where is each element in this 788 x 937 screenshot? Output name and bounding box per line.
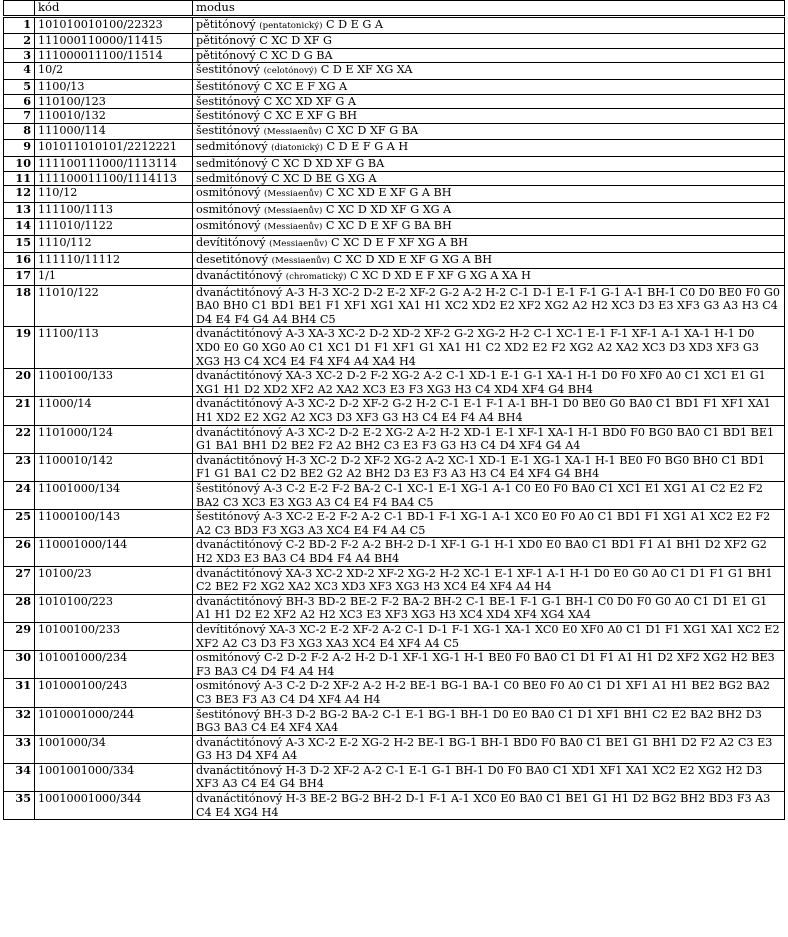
row-mode [193, 219, 785, 236]
mode-name: dvanáctitónový [196, 327, 283, 341]
header-mode: modus [193, 1, 785, 17]
mode-notes: A-3 XC-2 D-2 E-2 XG-2 A-2 H-2 XD-1 E-1 XF-1 XA-1 H-1 BD0 F0 BG0 BA0 C1 BD1 BE1 G1 BA1 BH1 D2 BE2 F2 A2 BH2 C3 E3 F3 G3 H3 C4 D4 XF4 G4 A4 [196, 425, 778, 453]
row-number: 22 [4, 425, 35, 453]
mode-note: (Messiaenův) [269, 238, 328, 249]
row-number: 16 [4, 252, 35, 269]
row-mode [193, 453, 785, 481]
row-mode [193, 763, 785, 791]
mode-notes: C XC D XD XF G XG A [325, 202, 452, 216]
table-row [4, 763, 785, 791]
mode-name: pětitónový [196, 48, 256, 62]
row-number: 35 [4, 792, 35, 820]
row-number: 32 [4, 707, 35, 735]
row-number: 1 [4, 16, 35, 34]
table-row [4, 327, 785, 369]
row-mode [193, 202, 785, 219]
mode-notes: XA-3 XC-2 E-2 XF-2 A-2 C-1 D-1 F-1 XG-1 XA-1 XC0 E0 XF0 A0 C1 D1 F1 XG1 XA1 XC2 E2 XF2 A2 C3 D3 F3 XG3 XA3 XC4 E4 XF4 A4 C5 [196, 622, 784, 650]
row-number: 17 [4, 269, 35, 286]
row-number: 21 [4, 397, 35, 425]
mode-name: osmitónový [196, 651, 261, 665]
mode-name: šestitónový [196, 482, 260, 495]
row-number: 15 [4, 235, 35, 252]
row-number: 4 [4, 63, 35, 80]
table-row [4, 140, 785, 157]
row-number: 24 [4, 482, 35, 510]
row-mode [193, 235, 785, 252]
table-row [4, 156, 785, 171]
mode-notes: A-3 C-2 D-2 XF-2 A-2 H-2 BE-1 BG-1 BA-1 C0 BE0 F0 A0 C1 D1 XF1 A1 H1 BE2 BG2 BA2 C3 BE3 F3 A3 C4 D4 XF4 A4 H4 [196, 679, 774, 706]
mode-notes: C XC XD XF G A [263, 94, 356, 108]
row-code: 11000/14 [35, 397, 193, 425]
table-row [4, 252, 785, 269]
row-number: 12 [4, 186, 35, 203]
mode-notes: BH-3 D-2 BG-2 BA-2 C-1 E-1 BG-1 BH-1 D0 E0 BA0 C1 D1 XF1 BH1 C2 E2 BA2 BH2 D3 BG3 BA3 C4 E4 XF4 XA4 [196, 707, 766, 735]
mode-notes: C D E F G A H [326, 140, 409, 154]
row-mode [193, 79, 785, 94]
row-mode [193, 269, 785, 286]
row-number: 8 [4, 123, 35, 140]
table-row [4, 269, 785, 286]
table-row [4, 425, 785, 453]
table-row [4, 16, 785, 34]
row-number: 31 [4, 679, 35, 707]
row-mode [193, 156, 785, 171]
row-code: 1100/13 [35, 79, 193, 94]
mode-note: (Messiaenův) [264, 222, 323, 233]
mode-name: desetitónový [196, 252, 269, 266]
row-number: 25 [4, 510, 35, 538]
row-mode [193, 34, 785, 49]
row-code: 111010/1122 [35, 219, 193, 236]
row-mode [193, 63, 785, 80]
row-number: 34 [4, 763, 35, 791]
mode-name: sedmitónový [196, 140, 268, 154]
row-code: 1010001000/244 [35, 707, 193, 735]
mode-note: (Messiaenův) [271, 255, 330, 266]
table-row [4, 792, 785, 820]
mode-notes: C-2 D-2 F-2 A-2 H-2 D-1 XF-1 XG-1 H-1 BE0 F0 BA0 C1 D1 F1 A1 H1 D2 XF2 XG2 H2 BE3 F3 BA3 C4 D4 F4 A4 H4 [196, 651, 779, 678]
row-code: 110/12 [35, 186, 193, 203]
row-code: 111100011100/1114113 [35, 171, 193, 186]
mode-name: dvanáctitónový [196, 792, 283, 806]
table-row [4, 63, 785, 80]
mode-name: dvanáctitónový [196, 594, 283, 608]
table-row [4, 123, 785, 140]
row-mode [193, 109, 785, 124]
table-header-row [4, 1, 785, 17]
mode-notes: C-2 BD-2 F-2 A-2 BH-2 D-1 XF-1 G-1 H-1 XD0 E0 BA0 C1 BD1 F1 A1 BH1 D2 XF2 G2 H2 XD3 E3 BA3 C4 BD4 F4 A4 BH4 [196, 538, 771, 565]
row-code: 111110/11112 [35, 252, 193, 269]
row-mode [193, 566, 785, 594]
mode-notes: C XC D XF G BA [325, 123, 419, 137]
table-row [4, 235, 785, 252]
table-row [4, 369, 785, 397]
row-code: 101001000/234 [35, 651, 193, 679]
header-code: kód [35, 1, 193, 17]
row-code: 11010/122 [35, 285, 193, 327]
mode-name: šestitónový [196, 79, 260, 93]
header-number [4, 1, 35, 17]
row-code: 1100100/133 [35, 369, 193, 397]
mode-name: sedmitónový [196, 171, 268, 185]
mode-notes: C XC D XF G [259, 34, 332, 48]
row-mode [193, 594, 785, 622]
row-code: 1100010/142 [35, 453, 193, 481]
mode-note: (Messiaenův) [263, 126, 322, 137]
mode-notes: C D E XF XG XA [320, 63, 413, 77]
mode-notes: H-3 XC-2 D-2 XF-2 XG-2 A-2 XC-1 XD-1 E-1 XG-1 XA-1 H-1 BE0 F0 BG0 BH0 C1 BD1 F1 G1 BA1 C2 D2 BE2 G2 A2 BH2 D3 E3 F3 A3 H3 C4 E4 XF4 G4 BH4 [196, 453, 769, 481]
mode-notes: H-3 BE-2 BG-2 BH-2 D-1 F-1 A-1 XC0 E0 BA0 C1 BE1 G1 H1 D2 BG2 BH2 BD3 F3 A3 C4 E4 XG4 H4 [196, 792, 774, 819]
row-code: 1010100/223 [35, 594, 193, 622]
row-mode [193, 285, 785, 327]
row-mode [193, 651, 785, 679]
mode-name: dvanáctitónový [196, 425, 283, 439]
row-number: 20 [4, 369, 35, 397]
row-number: 9 [4, 140, 35, 157]
row-code: 111100/1113 [35, 202, 193, 219]
row-mode [193, 707, 785, 735]
mode-notes: XA-3 XC-2 XD-2 XF-2 XG-2 H-2 XC-1 E-1 XF-1 A-1 H-1 D0 E0 G0 A0 C1 D1 F1 G1 BH1 C2 BE2 F2 XG2 XA2 XC3 XD3 XF3 XG3 H3 XC4 E4 XF4 A4 H4 [196, 566, 777, 594]
mode-notes: A-3 XA-3 XC-2 D-2 XD-2 XF-2 G-2 XG-2 H-2 C-1 XC-1 E-1 F-1 XF-1 A-1 XA-1 H-1 D0 XD0 E0 G0 XG0 A0 C1 XC1 D1 F1 XF1 G1 XA1 H1 C2 XD2 E2 F2 XG2 A2 XA2 XC3 D3 XD3 XF3 G3 XG3 H3 C4 XC4 E4 F4 XF4 A4 XA4 H4 [196, 327, 763, 368]
mode-notes: C XC D BE G XG A [271, 171, 377, 185]
row-code: 11100/113 [35, 327, 193, 369]
row-code: 110100/123 [35, 94, 193, 109]
mode-notes: A-3 H-3 XC-2 D-2 E-2 XF-2 G-2 A-2 H-2 C-1 D-1 E-1 F-1 G-1 A-1 BH-1 C0 D0 BE0 F0 G0 BA0 BH0 C1 BD1 BE1 F1 XF1 XG1 XA1 H1 XC2 XD2 E2 XF2 XG2 A2 H2 XC3 D3 E3 XF3 G3 A3 H3 C4 D4 E4 F4 G4 A4 BH4 C5 [196, 285, 784, 326]
row-mode [193, 735, 785, 763]
row-number: 19 [4, 327, 35, 369]
mode-name: osmitónový [196, 679, 261, 693]
mode-name: osmitónový [196, 219, 261, 233]
row-number: 18 [4, 285, 35, 327]
mode-name: dvanáctitónový [196, 453, 283, 467]
mode-notes: C XC D E F XF XG A BH [331, 235, 468, 249]
modes-table [3, 0, 785, 820]
mode-name: dvanáctitónový [196, 397, 283, 411]
mode-name: pětitónový [196, 17, 256, 31]
row-mode [193, 252, 785, 269]
mode-notes: C XC D XD E F XF G XG A XA H [350, 269, 531, 283]
mode-name: dvanáctitónový [196, 735, 283, 749]
table-row [4, 219, 785, 236]
row-mode [193, 369, 785, 397]
row-mode [193, 94, 785, 109]
mode-note: (pentatonický) [259, 20, 323, 31]
mode-name: pětitónový [196, 34, 256, 48]
row-code: 10/2 [35, 63, 193, 80]
mode-notes: XA-3 XC-2 D-2 F-2 XG-2 A-2 C-1 XD-1 E-1 G-1 XA-1 H-1 D0 F0 XF0 A0 C1 XC1 E1 G1 XG1 H1 D2 XD2 XF2 A2 XA2 XC3 E3 F3 XG3 H3 C4 XD4 XF4 G4 BH4 [196, 369, 770, 396]
row-mode [193, 140, 785, 157]
row-mode [193, 679, 785, 707]
table-row [4, 622, 785, 650]
row-code: 111000011100/11514 [35, 48, 193, 63]
row-mode [193, 16, 785, 34]
mode-name: dvanáctitónový [196, 566, 283, 580]
row-number: 33 [4, 735, 35, 763]
row-number: 10 [4, 156, 35, 171]
mode-notes: H-3 D-2 XF-2 A-2 C-1 E-1 G-1 BH-1 D0 F0 BA0 C1 XD1 XF1 XA1 XC2 E2 XG2 H2 D3 XF3 A3 C4 E4 G4 BH4 [196, 763, 766, 791]
mode-name: šestitónový [196, 94, 260, 108]
row-code: 10100100/233 [35, 622, 193, 650]
table-row [4, 79, 785, 94]
row-number: 7 [4, 109, 35, 124]
row-code: 1/1 [35, 269, 193, 286]
row-code: 1001000/34 [35, 735, 193, 763]
row-number: 30 [4, 651, 35, 679]
row-number: 14 [4, 219, 35, 236]
table-row [4, 202, 785, 219]
table-row [4, 94, 785, 109]
mode-notes: C XC D XD XF G BA [271, 156, 385, 170]
table-row [4, 735, 785, 763]
row-number: 26 [4, 538, 35, 566]
row-number: 27 [4, 566, 35, 594]
mode-name: šestitónový [196, 63, 260, 77]
mode-notes: C XC E F XG A [263, 79, 348, 93]
row-mode [193, 186, 785, 203]
row-number: 11 [4, 171, 35, 186]
table-row [4, 651, 785, 679]
row-number: 13 [4, 202, 35, 219]
row-code: 1101000/124 [35, 425, 193, 453]
mode-note: (Messiaenův) [264, 189, 323, 200]
row-mode [193, 792, 785, 820]
mode-note: (Messiaenův) [264, 205, 323, 216]
mode-name: šestitónový [196, 510, 260, 524]
mode-notes: C XC E XF G BH [263, 109, 358, 123]
table-row [4, 566, 785, 594]
row-mode [193, 510, 785, 538]
table-row [4, 109, 785, 124]
row-mode [193, 171, 785, 186]
row-number: 23 [4, 453, 35, 481]
row-code: 101010010100/22323 [35, 16, 193, 34]
row-code: 111000110000/11415 [35, 34, 193, 49]
row-code: 10100/23 [35, 566, 193, 594]
mode-name: osmitónový [196, 186, 261, 200]
row-mode [193, 622, 785, 650]
table-row [4, 679, 785, 707]
mode-name: devítitónový [196, 235, 266, 249]
table-row [4, 453, 785, 481]
row-number: 28 [4, 594, 35, 622]
table-row [4, 510, 785, 538]
mode-name: dvanáctitónový [196, 763, 283, 777]
mode-notes: C XC XD E XF G A BH [325, 186, 452, 200]
mode-name: dvanáctitónový [196, 369, 283, 383]
table-row [4, 171, 785, 186]
mode-notes: A-3 XC-2 D-2 XF-2 G-2 H-2 C-1 E-1 F-1 A-1 BH-1 D0 BE0 G0 BA0 C1 BD1 F1 XF1 XA1 H1 XD2 E2 XG2 A2 XC3 D3 XF3 G3 H3 C4 E4 F4 A4 BH4 [196, 397, 775, 425]
mode-note: (chromatický) [285, 272, 347, 283]
row-code: 111000/114 [35, 123, 193, 140]
row-code: 11001000/134 [35, 482, 193, 510]
row-code: 11000100/143 [35, 510, 193, 538]
row-mode [193, 397, 785, 425]
mode-note: (diatonický) [271, 143, 323, 154]
row-mode [193, 123, 785, 140]
mode-name: osmitónový [196, 202, 261, 216]
row-code: 111100111000/1113114 [35, 156, 193, 171]
table-row [4, 48, 785, 63]
mode-notes: C D E G A [326, 17, 383, 31]
mode-notes: A-3 C-2 E-2 F-2 BA-2 C-1 XC-1 E-1 XG-1 A-1 C0 E0 F0 BA0 C1 XC1 E1 XG1 A1 C2 E2 F2 BA2 C3 XC3 E3 XG3 A3 C4 E4 F4 BA4 C5 [196, 482, 767, 509]
row-code: 1110/112 [35, 235, 193, 252]
table-row [4, 34, 785, 49]
mode-name: šestitónový [196, 123, 260, 137]
row-code: 10010001000/344 [35, 792, 193, 820]
table-row [4, 594, 785, 622]
row-code: 101000100/243 [35, 679, 193, 707]
table-row [4, 482, 785, 510]
row-number: 2 [4, 34, 35, 49]
mode-name: sedmitónový [196, 156, 268, 170]
row-code: 1001001000/334 [35, 763, 193, 791]
mode-notes: BH-3 BD-2 BE-2 F-2 BA-2 BH-2 C-1 BE-1 F-1 G-1 BH-1 C0 D0 F0 G0 A0 C1 D1 E1 G1 A1 H1 D2 E2 XF2 A2 H2 XC3 E3 XF3 XG3 H3 XC4 XD4 XF4 XG4 XA4 [196, 594, 771, 622]
mode-notes: C XC D G BA [259, 48, 333, 62]
row-mode [193, 482, 785, 510]
row-number: 6 [4, 94, 35, 109]
row-code: 110010/132 [35, 109, 193, 124]
table-row [4, 186, 785, 203]
mode-name: devítitónový [196, 622, 266, 636]
row-code: 110001000/144 [35, 538, 193, 566]
mode-notes: C XC D XD E XF G XG A BH [333, 252, 493, 266]
table-row [4, 397, 785, 425]
table-row [4, 285, 785, 327]
row-code: 101011010101/2212221 [35, 140, 193, 157]
mode-name: dvanáctitónový [196, 538, 283, 552]
mode-name: šestitónový [196, 109, 260, 123]
row-number: 5 [4, 79, 35, 94]
row-mode [193, 48, 785, 63]
mode-notes: A-3 XC-2 E-2 XG-2 H-2 BE-1 BG-1 BH-1 BD0 F0 BA0 C1 BE1 G1 BH1 D2 F2 A2 C3 E3 G3 H3 D4 XF4 A4 [196, 735, 776, 763]
mode-name: šestitónový [196, 707, 260, 721]
row-number: 29 [4, 622, 35, 650]
mode-note: (celotónový) [263, 66, 318, 77]
row-mode [193, 425, 785, 453]
row-mode [193, 538, 785, 566]
row-number: 3 [4, 48, 35, 63]
mode-notes: A-3 XC-2 E-2 F-2 A-2 C-1 BD-1 F-1 XG-1 A-1 XC0 E0 F0 A0 C1 BD1 F1 XG1 A1 XC2 E2 F2 A2 C3 BD3 F3 XG3 A3 XC4 E4 F4 A4 C5 [196, 510, 774, 537]
mode-notes: C XC D E XF G BA BH [325, 219, 452, 233]
row-mode [193, 327, 785, 369]
mode-name: dvanáctitónový [196, 285, 283, 299]
table-row [4, 707, 785, 735]
table-row [4, 538, 785, 566]
mode-name: dvanáctitónový [196, 269, 283, 283]
